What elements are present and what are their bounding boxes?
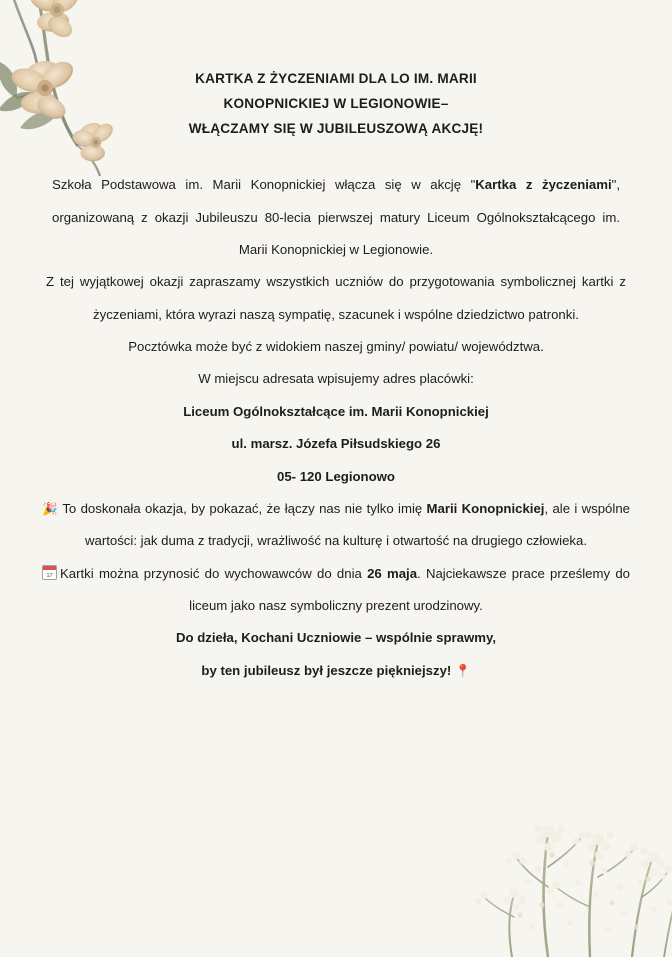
address-block: [40, 396, 632, 493]
closing-line-2: [48, 655, 624, 687]
page-title-line-3: WŁĄCZAMY SIĘ W JUBILEUSZOWĄ AKCJĘ!: [82, 116, 590, 141]
party-popper-icon: 🎉: [42, 501, 58, 516]
page-title: [40, 66, 632, 141]
paragraph-deadline-date: 26 maja: [367, 566, 417, 581]
paragraph-values-part-2: , ale i wspólne wartości: jak duma z tradycji, wrażliwość na kulturę i otwartość na drugiego człowieka.: [85, 501, 630, 548]
paragraph-address-intro: W miejscu adresata wpisujemy adres placówki:: [40, 363, 632, 395]
paragraph-occasion: Z tej wyjątkowej okazji zapraszamy wszystkich uczniów do przygotowania symbolicznej kartki z życzeniami, która wyrazi naszą sympatię, szacunek i wspólne dziedzictwo patronki.: [40, 266, 632, 331]
paragraph-invitation: [40, 169, 632, 266]
page-title-line-1: KARTKA Z ŻYCZENIAMI DLA LO IM. MARII: [82, 66, 590, 91]
paragraph-values: [40, 493, 632, 558]
address-line-3: 05- 120 Legionowo: [48, 461, 624, 493]
address-line-1: Liceum Ogólnokształcące im. Marii Konopnickiej: [48, 396, 624, 428]
paragraph-values-part-1: To doskonała okazja, by pokazać, że łączy nas nie tylko imię: [62, 501, 426, 516]
paragraph-invitation-part-1: Szkoła Podstawowa im. Marii Konopnickiej włącza się w akcję ": [52, 177, 475, 192]
paragraph-values-highlight: Marii Konopnickiej: [427, 501, 545, 516]
paragraph-deadline-part-1: Kartki można przynosić do wychowawców do dnia: [60, 566, 367, 581]
address-line-2: ul. marsz. Józefa Piłsudskiego 26: [48, 428, 624, 460]
paragraph-deadline-part-2: . Najciekawsze prace prześlemy do liceum jako nasz symboliczny prezent urodzinowy.: [189, 566, 630, 613]
paragraph-invitation-part-2: ", organizowaną z okazji Jubileuszu 80-lecia pierwszej matury Liceum Ogólnokształcącego im. Marii Konopnickiej w Legionowie.: [52, 177, 620, 257]
document-body: [40, 169, 632, 687]
paragraph-invitation-highlight: Kartka z życzeniami: [475, 177, 611, 192]
closing-block: [40, 622, 632, 687]
paragraph-deadline: [40, 558, 632, 623]
calendar-icon: [42, 565, 57, 580]
page-title-line-2: KONOPNICKIEJ W LEGIONOWIE–: [82, 91, 590, 116]
location-pin-icon: 📍: [455, 663, 471, 678]
closing-line-1: Do dzieła, Kochani Uczniowie – wspólnie sprawmy,: [48, 622, 624, 654]
paragraph-postcard-view: Pocztówka może być z widokiem naszej gminy/ powiatu/ województwa.: [40, 331, 632, 363]
closing-line-2-text: by ten jubileusz był jeszcze piękniejszy!: [201, 663, 451, 678]
